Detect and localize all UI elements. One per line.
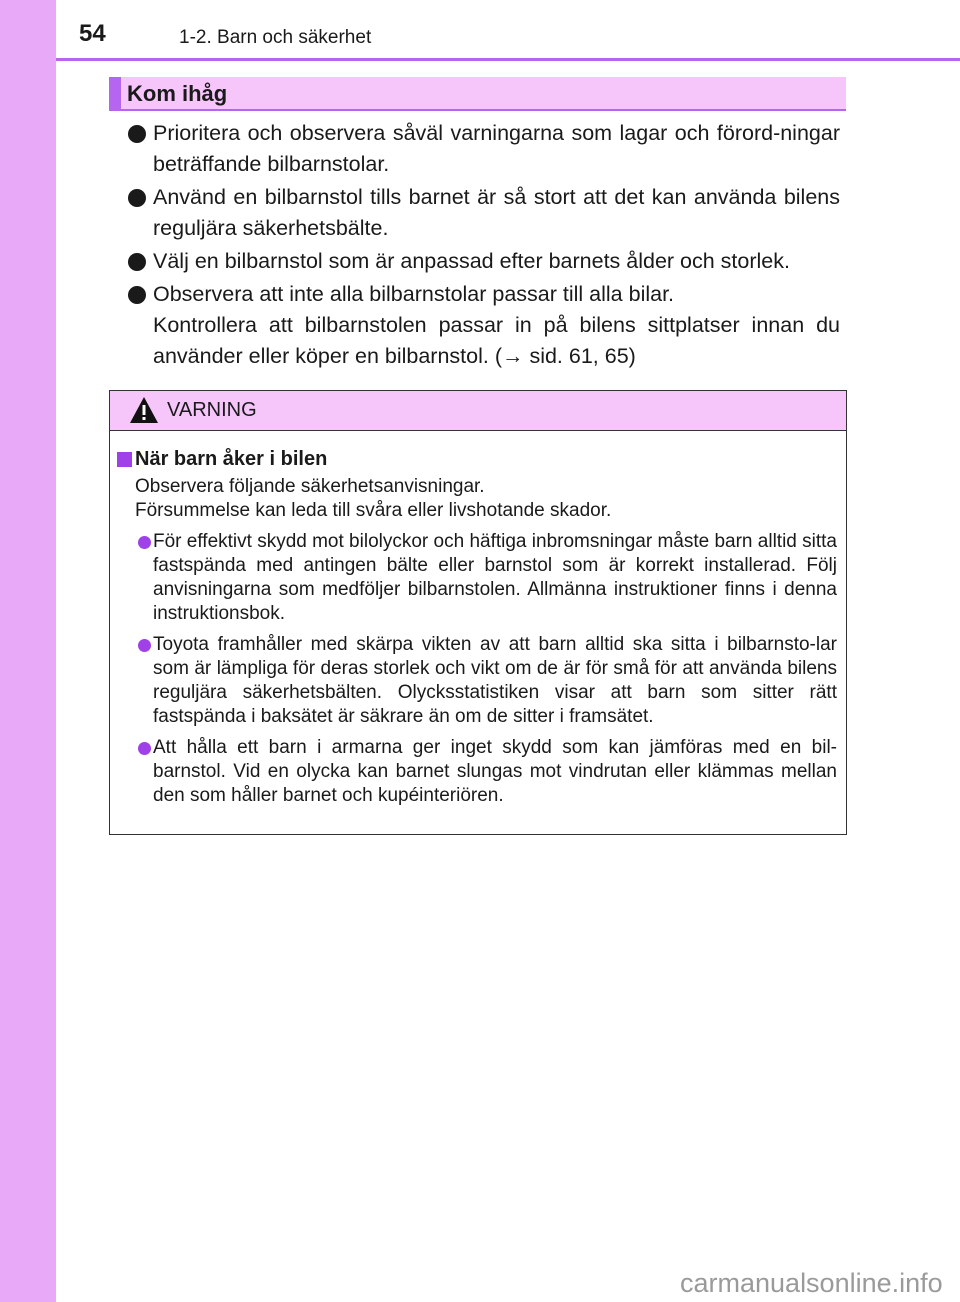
item-text: Toyota framhåller med skärpa vikten av att barn alltid ska sitta i bilbarnsto-lar som är lämpliga för deras storlek och vikt om de är för små för att använda bilens reguljära säkerhetsbälten. Olycksstatistiken visar att barn som sitter rätt fastspända i baksätet är säkrare än om de sitter i framsätet. bbox=[153, 634, 837, 727]
bullet-icon bbox=[138, 536, 151, 549]
warning-item bbox=[117, 530, 837, 626]
item-text: Att hålla ett barn i armarna ger inget skydd som kan jämföras med en bil-barnstol. Vid en olycka kan barnet slungas mot vindrutan eller klämmas mellan den som håller barnet och kupéinteriören. bbox=[153, 737, 837, 806]
bullet-icon bbox=[128, 286, 146, 304]
warning-item bbox=[117, 633, 837, 729]
list-item bbox=[126, 118, 840, 180]
heading-accent-bar bbox=[109, 77, 121, 109]
item-text: Observera att inte alla bilbarnstolar passar till alla bilar. bbox=[153, 282, 675, 306]
bullet-icon bbox=[128, 253, 146, 271]
warning-label: VARNING bbox=[167, 399, 257, 421]
bullet-icon bbox=[128, 125, 146, 143]
item-text: Välj en bilbarnstol som är anpassad efter barnets ålder och storlek. bbox=[153, 249, 790, 273]
side-tab bbox=[0, 0, 56, 1302]
warning-title bbox=[117, 447, 837, 471]
section-title: 1-2. Barn och säkerhet bbox=[179, 27, 372, 48]
warning-triangle-icon bbox=[129, 396, 159, 424]
remember-title: Kom ihåg bbox=[127, 81, 228, 106]
warning-item bbox=[117, 736, 837, 808]
warning-intro: Observera följande säkerhetsanvisningar. bbox=[135, 476, 485, 497]
warning-header bbox=[110, 391, 846, 431]
item-extra-text[interactable]: Kontrollera att bilbarnstolen passar in på bilens sittplatser innan du använder eller köper en bilbarnstol. (→ sid. 61, 65) bbox=[153, 313, 840, 368]
page-number: 54 bbox=[79, 20, 106, 47]
item-text: För effektivt skydd mot bilolyckor och häftiga inbromsningar måste barn alltid sitta fastspända med antingen bälte eller barnstol som är korrekt installerad. Följ anvisningarna som medföljer bilbarnstolen. Allmänna instruktioner finns i denna instruktionsbok. bbox=[153, 531, 837, 624]
watermark: carmanualsonline.info bbox=[680, 1268, 943, 1298]
bullet-icon bbox=[138, 742, 151, 755]
warning-intro: Försummelse kan leda till svåra eller livshotande skador. bbox=[135, 500, 612, 521]
item-text: Använd en bilbarnstol tills barnet är så stort att det kan använda bilens reguljära säkerhetsbälte. bbox=[153, 185, 840, 240]
list-item bbox=[126, 246, 840, 277]
item-text: Prioritera och observera såväl varningarna som lagar och förord-ningar beträffande bilbarnstolar. bbox=[153, 121, 840, 176]
warning-box bbox=[109, 390, 847, 835]
bullet-icon bbox=[128, 189, 146, 207]
header-divider bbox=[56, 58, 960, 61]
remember-heading bbox=[109, 77, 846, 111]
warning-title-text: När barn åker i bilen bbox=[135, 448, 328, 470]
square-bullet-icon bbox=[117, 452, 132, 467]
list-item bbox=[126, 182, 840, 244]
list-item bbox=[126, 279, 840, 372]
bullet-icon bbox=[138, 639, 151, 652]
remember-list bbox=[126, 118, 840, 374]
